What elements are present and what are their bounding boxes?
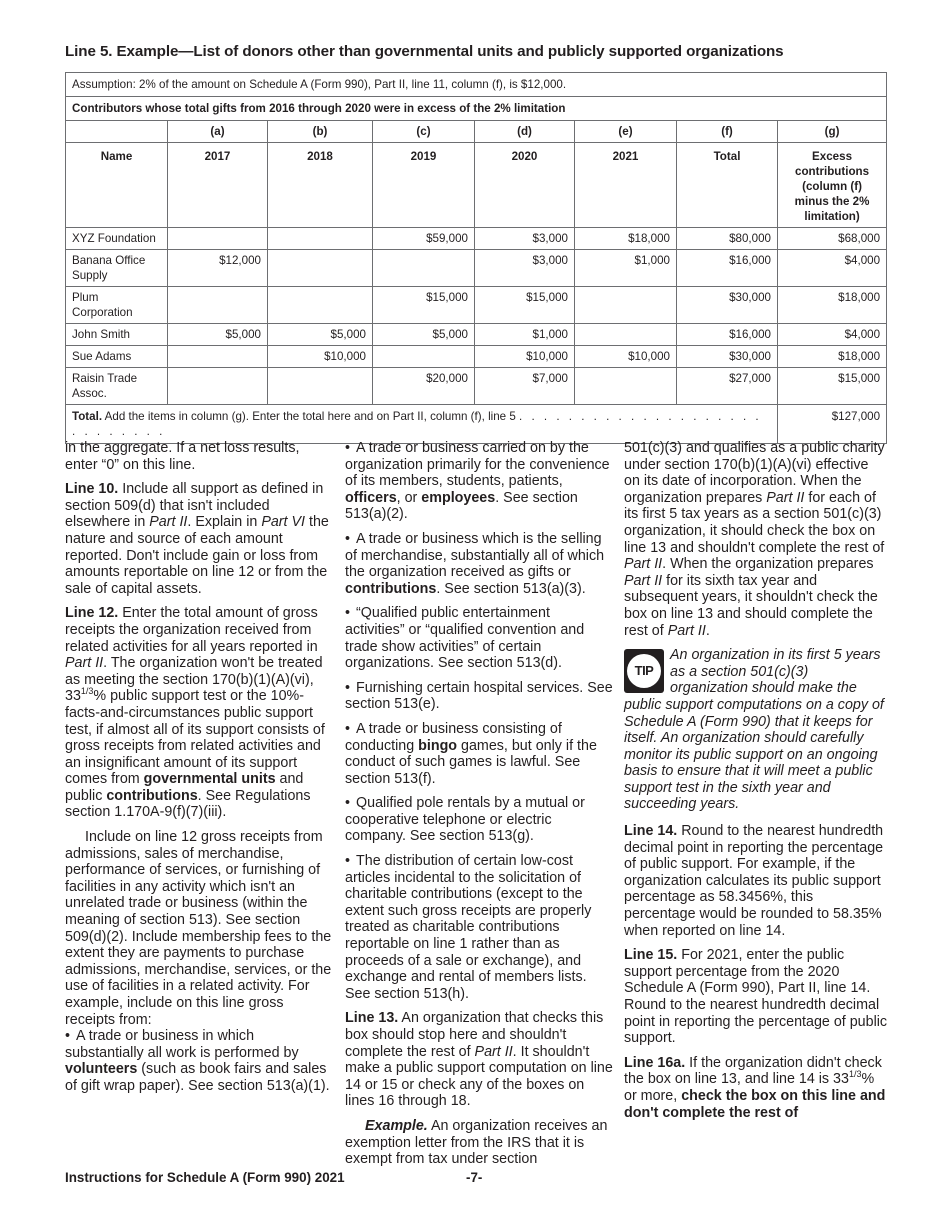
cell-2020: $10,000 [475,346,575,368]
text: Enter the total amount of gross receipts the organization received from related activities for all years reported in [65,605,318,655]
donor-name: Plum Corporation [66,287,168,324]
text-column-1 [65,440,333,1103]
cell-total: $27,000 [677,368,778,405]
line-16a-heading: Line 16a. [624,1054,686,1071]
text-italic: Part II [624,556,663,573]
cell-2018 [268,228,373,250]
cell-total: $30,000 [677,287,778,324]
text-column-2 [345,440,613,1176]
cell-2018 [268,368,373,405]
text: % public support test or the 10%-facts-and-circumstances public support test, if almost all of its support consists of gross receipts from related activities and an insignificant amount of its support comes from [65,688,325,788]
text: . Explain in [187,514,262,531]
cell-2017 [168,368,268,405]
line-16a-paragraph [624,1055,888,1121]
donor-name: John Smith [66,324,168,346]
bullet-item: • The distribution of certain low-cost articles incidental to the solicitation of charitable contributions (except to the extent such gross receipts are properly treated as charitable contributions reportable on line 1 rather than as proceeds of a sale or exchange), and exchange and rental of members lists. See section 513(h). [345,853,613,1002]
donor-example-table [65,72,887,444]
text: A trade or business consisting of conducting [345,720,562,754]
column-header: Total [677,143,778,228]
column-letter: (f) [677,121,778,143]
cell-total: $16,000 [677,250,778,287]
cell-2018: $5,000 [268,324,373,346]
line-10-paragraph [65,481,333,597]
bullet-item: • Qualified pole rentals by a mutual or cooperative telephone or electric company. See section 513(g). [345,795,613,845]
text: Round to the nearest hundredth decimal point in reporting the percentage of public support. For example, if the organization calculates its public support percentage as 58.3456%, this percentage would be rounded to 58.35% when reported on line 14. [624,823,884,939]
table-row [66,228,887,250]
text-column-3 [624,440,888,1129]
cell-2021: $18,000 [575,228,677,250]
line-15-paragraph [624,947,888,1047]
line-13-paragraph [345,1010,613,1110]
column-letter: (a) [168,121,268,143]
column-header: 2018 [268,143,373,228]
text-bold: check the box on this line and don't complete the rest of [624,1087,886,1121]
text-bold: officers [345,489,397,506]
text: . The organization won't be treated as meeting the section 170(b)(1)(A)(vi), 33 [65,655,323,705]
line-13-heading: Line 13. [345,1010,399,1027]
column-letter: (b) [268,121,373,143]
text: If the organization didn't check the box on line 13, and line 14 is 33 [624,1054,882,1088]
include-paragraph: Include on line 12 gross receipts from admissions, sales of merchandise, performance of services, or furnishing of facilities in any activity which isn't an unrelated trade or business (within the meaning of section 513). See section 509(d)(2). Include membership fees to the extent they are payments to purchase admissions, merchandise, services, or the use of facilities in a related activity. For example, include on this line gross receipts from: [65,829,332,1028]
column-letter: (c) [373,121,475,143]
cell-2018: $10,000 [268,346,373,368]
cell-excess: $15,000 [778,368,887,405]
text-italic: Part II [474,1043,513,1060]
column-header: Name [66,143,168,228]
line-14-heading: Line 14. [624,823,678,840]
cell-2021: $10,000 [575,346,677,368]
tip-icon [624,649,664,693]
cell-2019: $5,000 [373,324,475,346]
column-letter-row [66,121,887,143]
column-header: 2021 [575,143,677,228]
column-header: 2019 [373,143,475,228]
example-heading: Example. [365,1117,428,1134]
text-italic: Part II [766,489,805,506]
line-14-paragraph [624,823,888,939]
cell-2017: $12,000 [168,250,268,287]
bullet-item [345,721,613,787]
donor-name: Sue Adams [66,346,168,368]
cell-excess: $4,000 [778,324,887,346]
column-header: 2017 [168,143,268,228]
table-row [66,368,887,405]
text: . It shouldn't make a public support computation on line 14 or 15 or check any of the boxes on lines 16 through 18. [345,1043,613,1110]
line-15-heading: Line 15. [624,947,678,964]
text-bold: governmental units [143,771,276,788]
column-letter: (d) [475,121,575,143]
text: the nature and source of each amount reported. Don't include gain or loss from amounts reportable on line 12 or from the sale of capital assets. [65,514,329,597]
cell-2021: $1,000 [575,250,677,287]
text-italic: Part II [667,622,706,639]
cell-total: $16,000 [677,324,778,346]
table-row [66,346,887,368]
cell-excess: $4,000 [778,250,887,287]
text: A trade or business which is the selling of merchandise, substantially all of which the organization received as gifts or [345,530,605,581]
text: games, but only if the conduct of such games is lawful. See section 513(f). [345,737,597,787]
cell-2017 [168,287,268,324]
cell-2020: $7,000 [475,368,575,405]
text-bold: bingo [418,737,458,754]
bullet-item [345,440,613,523]
cell-2017: $5,000 [168,324,268,346]
cell-2020: $1,000 [475,324,575,346]
leader-dots: . . . . . . . . . . . . . . . . . . . . . . . . . . . . [72,410,762,438]
page-number: -7- [466,1170,483,1185]
cell-2019: $15,000 [373,287,475,324]
text: and public [65,771,304,804]
text: An organization that checks this box should stop here and shouldn't complete the rest of [345,1010,604,1060]
text: A trade or business carried on by the organization primarily for the convenience of its members, students, patients, [345,440,610,490]
cell-2020: $3,000 [475,250,575,287]
cell-2019 [373,346,475,368]
text: 501(c)(3) and qualifies as a public charity under section 170(b)(1)(A)(vi) effective on its date of incorporation. When the organization prepares [624,440,885,506]
donor-name: Banana Office Supply [66,250,168,287]
paragraph [624,440,888,639]
text-bold: contributions [106,787,198,804]
column-letter: (e) [575,121,677,143]
column-letter [66,121,168,143]
text: for each of its first 5 tax years as a section 501(c)(3) organization, it should check the box on line 13 and shouldn't complete the rest of [624,489,885,556]
bullet-item [345,531,613,597]
column-header-row [66,143,887,228]
table-row [66,250,887,287]
tip-icon-label: TIP [627,654,661,688]
donor-name: XYZ Foundation [66,228,168,250]
text: . When the organization prepares [662,556,874,573]
fraction: 1/3 [848,1069,862,1080]
cell-2019: $59,000 [373,228,475,250]
column-letter: (g) [778,121,887,143]
total-row [66,405,887,444]
cell-2018 [268,287,373,324]
donor-name: Raisin Trade Assoc. [66,368,168,405]
text-italic: Part II [65,655,104,672]
text: Include all support as defined in section 509(d) that isn't included elsewhere in [65,481,324,531]
bullet-item: • Furnishing certain hospital services. See section 513(e). [345,680,613,713]
text: For 2021, enter the public support percentage from the 2020 Schedule A (Form 990), Part II, line 14. Round to the nearest hundredth decimal point in reporting the percentage of public support. [624,947,888,1047]
table-row [66,287,887,324]
line-12-paragraph [65,605,333,821]
column-header: 2020 [475,143,575,228]
text: , or [396,489,422,506]
cell-total: $30,000 [677,346,778,368]
paragraph: in the aggregate. If a net loss results, enter “0” on this line. [65,440,300,473]
text: % or more, [624,1071,875,1104]
text: . [705,622,710,639]
total-label-text: Add the items in column (g). Enter the total here and on Part II, column (f), line 5 [102,410,516,423]
cell-2021 [575,287,677,324]
text: . See Regulations section 1.170A-9(f)(7)(iii). [65,787,311,821]
assumption-note: Assumption: 2% of the amount on Schedule A (Form 990), Part II, line 11, column (f), is $12,000. [66,73,887,97]
cell-2019 [373,250,475,287]
text-italic: Part II [149,514,188,531]
cell-2021 [575,368,677,405]
text: . See section 513(a)(2). [345,489,578,523]
cell-2020: $3,000 [475,228,575,250]
cell-2021 [575,324,677,346]
text: (such as book fairs and sales of gift wrap paper). See section 513(a)(1). [65,1061,330,1094]
total-value: $127,000 [778,405,887,444]
text-bold: employees [421,489,496,506]
cell-2020: $15,000 [475,287,575,324]
total-label [66,405,778,444]
cell-excess: $68,000 [778,228,887,250]
contributors-caption: Contributors whose total gifts from 2016 through 2020 were in excess of the 2% limitation [66,97,887,121]
text-italic: Part II [624,572,663,589]
tip-text: An organization in its first 5 years as a section 501(c)(3) organization should make the public support computations on a copy of Schedule A (Form 990) that it keeps for itself. An organization should carefully monitor its public support on an ongoing basis to ensure that it will meet a public support test in the sixth year and succeeding years. [624,647,884,813]
bullet-item [65,1028,333,1094]
cell-excess: $18,000 [778,287,887,324]
tip-box [624,647,888,813]
table-row [66,324,887,346]
example-paragraph [345,1118,613,1168]
cell-2018 [268,250,373,287]
cell-total: $80,000 [677,228,778,250]
text-italic: Part VI [261,514,306,531]
text: An organization receives an exemption letter from the IRS that it is exempt from tax under section [345,1117,608,1168]
cell-2019: $20,000 [373,368,475,405]
text-bold: volunteers [65,1061,138,1078]
text: . See section 513(a)(3). [436,580,586,597]
text: for its sixth tax year and subsequent years, it shouldn't check the box on line 13 and should complete the rest of [624,572,878,639]
total-label-bold: Total. [72,410,103,423]
bullet-item: • “Qualified public entertainment activities” or “qualified convention and trade show activities” of certain organizations. See section 513(d). [345,605,613,671]
line-10-heading: Line 10. [65,481,119,498]
cell-2017 [168,346,268,368]
page-title: Line 5. Example—List of donors other than governmental units and publicly supported organizations [65,43,784,60]
column-header: Excess contributions (column (f) minus the 2% limitation) [778,143,887,228]
text: A trade or business in which substantially all work is performed by [65,1028,299,1061]
fraction: 1/3 [80,686,94,697]
footer-document-title: Instructions for Schedule A (Form 990) 2021 [65,1170,345,1185]
text-bold: contributions [345,580,437,597]
line-12-heading: Line 12. [65,605,119,622]
cell-2017 [168,228,268,250]
cell-excess: $18,000 [778,346,887,368]
